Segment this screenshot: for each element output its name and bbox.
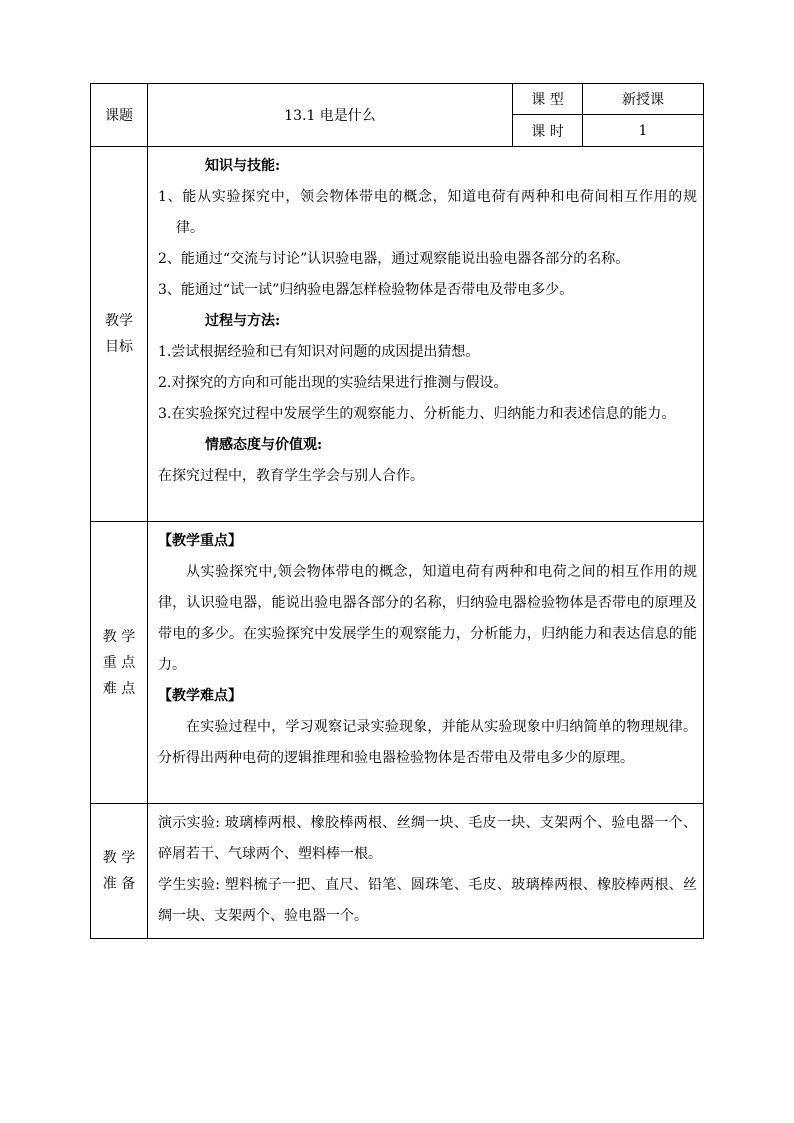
type-value: 新授课 [583, 84, 704, 115]
preparation-label [91, 804, 148, 939]
key-points-label-line1: 教 学 [102, 628, 136, 645]
preparation-content [148, 804, 704, 939]
process-item: 3.在实验探究过程中发展学生的观察能力、分析能力、归纳能力和表述信息的能力。 [158, 406, 676, 422]
knowledge-item: 1、能从实验探究中，领会物体带电的概念，知道电荷有两种和电荷间相互作用的规律。 [158, 189, 697, 236]
hours-label: 课 时 [513, 115, 583, 147]
hours-value: 1 [583, 115, 704, 147]
focus-tag: 【教学重点】 [158, 533, 242, 549]
knowledge-item: 2、能通过“交流与讨论”认识验电器，通过观察能说出验电器各部分的名称。 [158, 251, 630, 267]
topic-title: 13.1 电是什么 [148, 84, 513, 147]
key-points-label-line3: 难 点 [102, 680, 136, 697]
difficulty-text: 在实验过程中，学习观察记录实验现象，并能从实验现象中归纳简单的物理规律。分析得出两种电荷的逻辑推理和验电器检验物体是否带电及带电多少的原理。 [158, 719, 697, 766]
lesson-plan-table [90, 83, 704, 939]
difficulty-tag: 【教学难点】 [158, 688, 242, 704]
student-equipment: 学生实验: 塑料梳子一把、直尺、铅笔、圆珠笔、毛皮、玻璃棒两根、橡胶棒两根、丝绸一块、支架两个、验电器一个。 [158, 877, 697, 924]
preparation-label-line1: 教 学 [102, 850, 136, 866]
key-points-row [91, 522, 704, 804]
objectives-label-line1: 教学 [105, 313, 133, 329]
process-item: 2.对探究的方向和可能出现的实验结果进行推测与假设。 [158, 375, 508, 391]
objectives-row [91, 147, 704, 522]
key-points-label [91, 522, 148, 804]
preparation-row [91, 804, 704, 939]
process-item: 1.尝试根据经验和已有知识对问题的成因提出猜想。 [158, 344, 480, 360]
process-heading: 过程与方法: [205, 313, 281, 329]
demo-equipment: 演示实验: 玻璃棒两根、橡胶棒两根、丝绸一块、毛皮一块、支架两个、验电器一个、碎屑若干、气球两个、塑料棒一根。 [158, 815, 697, 862]
objectives-label-line2: 目标 [105, 339, 133, 355]
focus-text: 从实验探究中,领会物体带电的概念，知道电荷有两种和电荷之间的相互作用的规律，认识验电器，能说出验电器各部分的名称，归纳验电器检验物体是否带电的原理及带电的多少。在实验探究中发展学生的观察能力，分析能力，归纳能力和表达信息的能力。 [158, 564, 697, 673]
objectives-content [148, 147, 704, 522]
topic-label: 课题 [91, 84, 148, 147]
knowledge-item: 3、能通过“试一试”归纳验电器怎样检验物体是否带电及带电多少。 [158, 282, 574, 298]
attitude-text: 在探究过程中，教育学生学会与别人合作。 [158, 468, 424, 484]
type-label: 课 型 [513, 84, 583, 115]
objectives-label [91, 147, 148, 522]
attitude-heading: 情感态度与价值观: [205, 437, 323, 453]
key-points-label-line2: 重 点 [102, 654, 136, 671]
knowledge-heading: 知识与技能: [205, 158, 281, 174]
preparation-label-line2: 准 备 [102, 876, 136, 892]
header-row-type [91, 84, 704, 115]
key-points-content [148, 522, 704, 804]
